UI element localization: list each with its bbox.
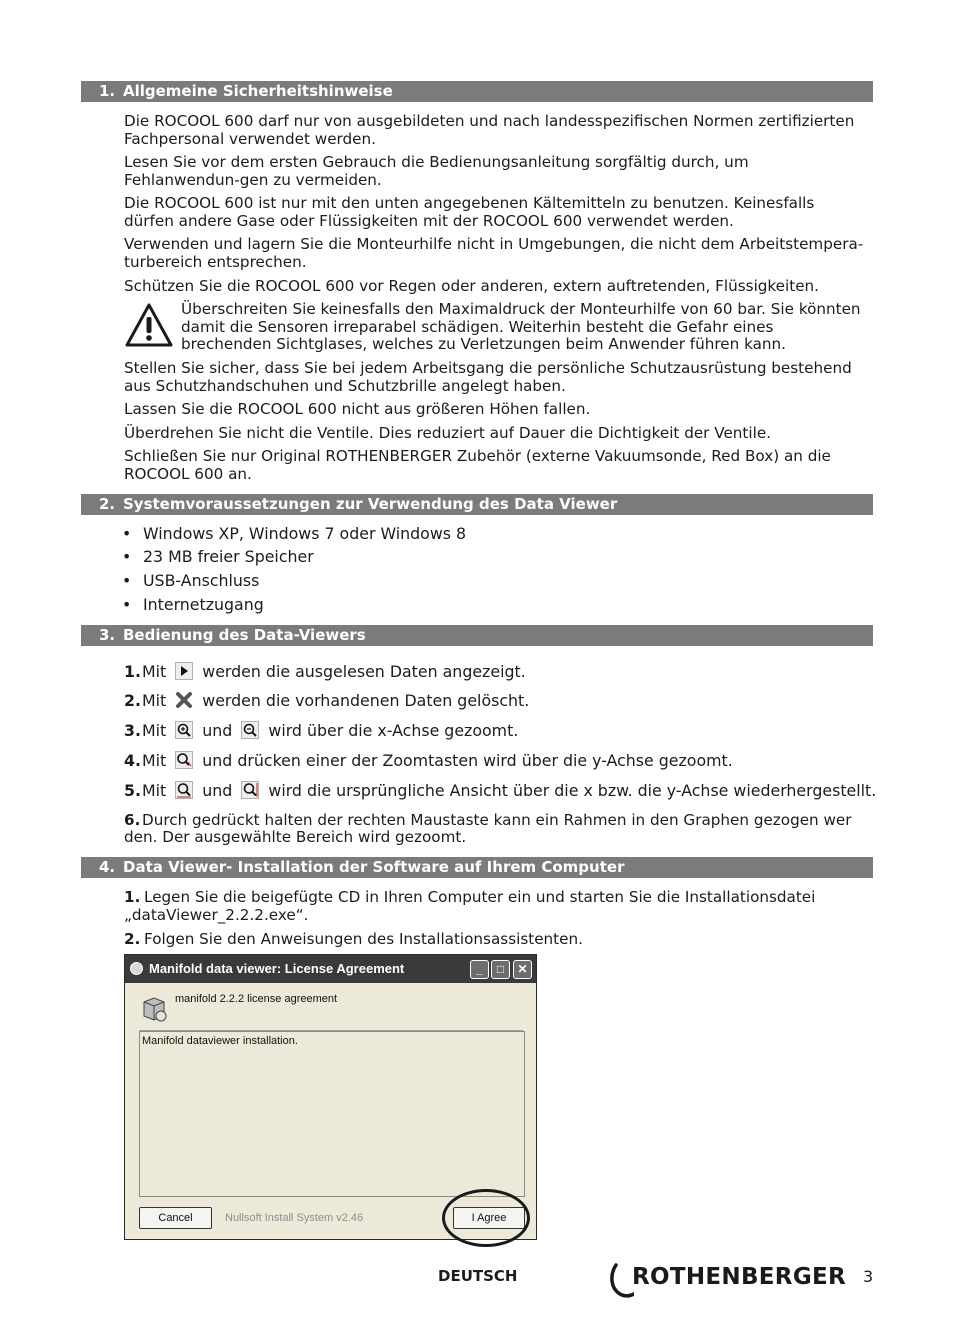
dialog-titlebar (125, 955, 536, 983)
safety-paragraph-4: Verwenden und lagern Sie die Monteurhilfe nicht in Umgebungen, die nicht dem Arbeitstempera-turbereich entsprechen. (124, 235, 864, 271)
safety-paragraph-9: Schließen Sie nur Original ROTHENBERGER Zubehör (externe Vakuumsonde, Red Box) an die ROCOOL 600 an. (124, 447, 831, 483)
safety-paragraph-1: Die ROCOOL 600 darf nur von ausgebildeten und nach landesspezifischen Normen zertifizierten Fachpersonal verwendet werden. (124, 112, 855, 148)
section-3-title: Bedienung des Data-Viewers (123, 626, 366, 644)
list-item: • Windows XP, Windows 7 oder Windows 8 (122, 524, 467, 543)
section-2-title: Systemvoraussetzungen zur Verwendung des Data Viewer (123, 495, 618, 513)
operation-step-3: 3.Mit und wird über die x-Achse gezoomt. (124, 721, 519, 740)
app-icon (130, 962, 143, 975)
operation-step-4: 4.Mit und drücken einer der Zoomtasten wird über die y-Achse gezoomt. (124, 751, 733, 770)
safety-paragraph-3: Die ROCOOL 600 ist nur mit den unten angegebenen Kältemitteln zu benutzen. Keinesfalls dürfen andere Gase oder Flüssigkeiten mit der ROCOOL 600 verwendet werden. (124, 194, 815, 230)
safety-paragraph-5: Schützen Sie die ROCOOL 600 vor Regen oder anderen, extern auftretenden, Flüssigkeiten. (124, 277, 819, 295)
section-1-header: 1. Allgemeine Sicherheitshinweise (81, 81, 873, 102)
warning-text: Überschreiten Sie keinesfalls den Maximaldruck der Monteurhilfe von 60 bar. Sie könnten damit die Sensoren irreparabel schädigen. Weiterhin besteht die Gefahr eines brechenden Sichtglases, welches zu Verletzungen beim Anwender führen kann. (181, 300, 861, 353)
list-item: • Internetzugang (122, 595, 264, 614)
section-3-header: 3. Bedienung des Data-Viewers (81, 625, 873, 646)
license-text-area[interactable]: Manifold dataviewer installation. (139, 1031, 525, 1197)
i-agree-button[interactable]: I Agree (453, 1207, 525, 1229)
rothenberger-logo: ROTHENBERGER (608, 1262, 838, 1298)
operation-step-5: 5.Mit und wird die ursprüngliche Ansicht über die x bzw. die y-Achse wiederhergestellt. (124, 781, 877, 800)
list-item: • 23 MB freier Speicher (122, 547, 314, 566)
reset-y-zoom-icon (241, 781, 259, 799)
cancel-button[interactable]: Cancel (139, 1207, 212, 1229)
footer-language: DEUTSCH (438, 1267, 518, 1285)
list-item: • USB-Anschluss (122, 571, 260, 590)
warning-triangle-icon (124, 302, 174, 348)
safety-paragraph-7: Lassen Sie die ROCOOL 600 nicht aus größeren Höhen fallen. (124, 400, 591, 418)
operation-step-1: 1.Mit werden die ausgelesen Daten angezeigt. (124, 662, 526, 681)
section-4-header: 4. Data Viewer- Installation der Software auf Ihrem Computer (81, 857, 873, 878)
reset-x-zoom-icon (175, 781, 193, 799)
nsis-version-label: Nullsoft Install System v2.46 (225, 1212, 364, 1224)
section-1-title: Allgemeine Sicherheitshinweise (123, 82, 393, 100)
installer-box-icon (139, 993, 169, 1023)
install-step-2: 2. Folgen Sie den Anweisungen des Installationsassistenten. (124, 930, 583, 948)
safety-paragraph-6: Stellen Sie sicher, dass Sie bei jedem Arbeitsgang die persönliche Schutzausrüstung bestehend aus Schutzhandschuhen und Schutzbrille angelegt haben. (124, 359, 852, 395)
y-zoom-icon (175, 751, 193, 769)
zoom-out-icon (241, 721, 259, 739)
zoom-in-icon (175, 721, 193, 739)
dialog-header-text: manifold 2.2.2 license agreement (175, 993, 338, 1005)
close-icon[interactable]: ✕ (513, 960, 532, 979)
play-icon (175, 662, 193, 680)
operation-step-2: 2.Mit werden die vorhandenen Daten gelöscht. (124, 691, 530, 710)
dialog-title: Manifold data viewer: License Agreement (149, 961, 405, 976)
operation-step-6: 6. Durch gedrückt halten der rechten Maustaste kann ein Rahmen in den Graphen gezogen wer den. Der ausgewählte Bereich wird gezoomt. (124, 811, 852, 846)
safety-paragraph-8: Überdrehen Sie nicht die Ventile. Dies reduziert auf Dauer die Dichtigkeit der Ventile. (124, 424, 772, 442)
logo-swoosh-icon (608, 1262, 634, 1298)
safety-paragraph-2: Lesen Sie vor dem ersten Gebrauch die Bedienungsanleitung sorgfältig durch, um Fehlanwendun-gen zu vermeiden. (124, 153, 749, 189)
minimize-icon[interactable]: _ (470, 960, 489, 979)
install-step-1: 1. Legen Sie die beigefügte CD in Ihren Computer ein und starten Sie die Installationsdatei „dataViewer_2.2.2.exe“. (124, 888, 816, 924)
page-number: 3 (863, 1267, 874, 1286)
section-2-header: 2. Systemvoraussetzungen zur Verwendung des Data Viewer (81, 494, 873, 515)
section-4-title: Data Viewer- Installation der Software auf Ihrem Computer (123, 858, 625, 876)
delete-icon (175, 691, 193, 709)
highlight-circle (442, 1189, 530, 1247)
maximize-icon[interactable]: □ (491, 960, 510, 979)
